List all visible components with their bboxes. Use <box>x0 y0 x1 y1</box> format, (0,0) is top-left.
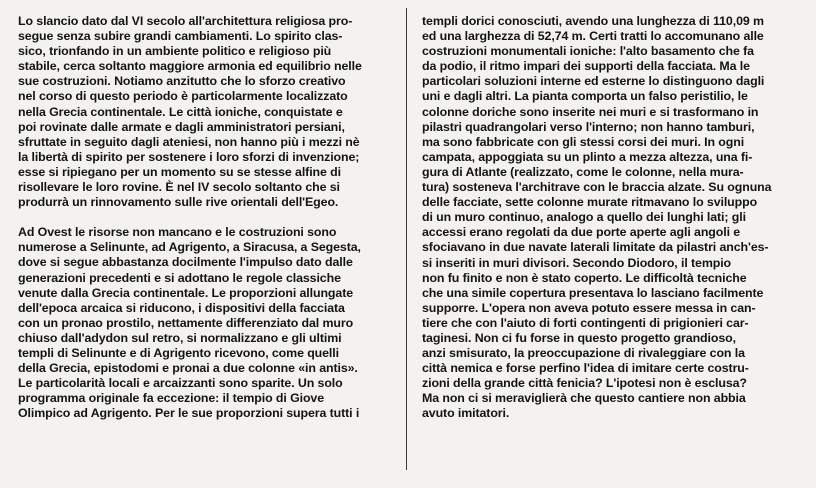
text-line: dove si segue abbastanza docilmente l'impulso dato dalle <box>18 255 353 270</box>
text-line: della Grecia, epistodomi e pronai a due colonne «in antis». <box>18 361 358 376</box>
text-line: ma sono fabbricate con gli stessi corsi dei muri. In ogni <box>422 134 745 149</box>
text-line: sfociavano in due navate laterali limitate da pilastri anch'es- <box>422 240 769 255</box>
text-line: poi rovinate dalle armate e dagli amministratori persiani, <box>18 119 345 134</box>
text-line: sue costruzioni. Notiamo anzitutto che lo sforzo creativo <box>18 74 346 89</box>
text-line: anzi smisurato, la preoccupazione di rivaleggiare con la <box>422 346 745 361</box>
text-line: sfruttate in seguito dagli ateniesi, non hanno più i mezzi nè <box>18 134 360 149</box>
text-line: Ma non ci si meraviglierà che questo cantiere non abbia <box>422 391 746 406</box>
text-line: tura) sosteneva l'architrave con le braccia alzate. Su ognuna <box>422 180 772 195</box>
text-line: gura di Atlante (realizzato, come le colonne, nella mura- <box>422 164 744 179</box>
text-line: delle facciate, sette colonne murate ritmavano lo sviluppo <box>422 195 758 210</box>
text-line: programma originale fa eccezione: il tempio di Giove <box>18 391 325 406</box>
text-line: zioni della grande città fenicia? L'ipotesi non è esclusa? <box>422 376 747 391</box>
text-line: costruzioni monumentali ioniche: l'alto basamento che fa <box>422 44 754 59</box>
text-line: città nemica e forse perfino l'idea di imitare certe costru- <box>422 361 749 376</box>
column-divider <box>406 8 407 470</box>
left-text-column <box>18 14 390 421</box>
text-line: supporre. L'opera non aveva potuto essere messa in can- <box>422 300 756 315</box>
text-line: nel corso di questo periodo è particolarmente localizzato <box>18 89 348 104</box>
text-line: venute dalla Grecia continentale. Le proporzioni allungate <box>18 285 354 300</box>
text-line: non fu finito e non è stato coperto. Le difficoltà tecniche <box>422 270 747 285</box>
text-line: accessi erano regolati da due porte aperte agli angoli e <box>422 225 741 240</box>
text-line: di un muro continuo, analogo a quello dei lunghi lati; gli <box>422 210 746 225</box>
text-line: Olimpico ad Agrigento. Per le sue proporzioni supera tutti i <box>18 406 360 421</box>
text-line: che una simile copertura presentava lo lasciano facilmente <box>422 285 764 300</box>
text-line: templi dorici conosciuti, avendo una lunghezza di 110,09 m <box>422 14 764 28</box>
text-line: esse si ripiegano per un momento su se stesse alfine di <box>18 164 341 179</box>
text-line: avuto imitatori. <box>422 406 510 421</box>
left-paragraph-1 <box>18 14 390 210</box>
text-line: nella Grecia continentale. Le città ioniche, conquistate e <box>18 104 343 119</box>
text-line: con un pronao prostilo, nettamente differenziato dal muro <box>18 315 354 330</box>
text-line: tiere che con l'aiuto di forti contingenti di prigionieri car- <box>422 315 749 330</box>
text-line: da podio, il ritmo impari dei supporti della facciata. Ma le <box>422 59 750 74</box>
text-line: Lo slancio dato dal VI secolo all'architettura religiosa pro- <box>18 14 353 28</box>
text-line: risollevare le loro rovine. È nel IV secolo soltanto che si <box>18 180 340 195</box>
text-line: particolari soluzioni interne ed esterne lo distinguono dagli <box>422 74 765 89</box>
text-line: numerose a Selinunte, ad Agrigento, a Siracusa, a Segesta, <box>18 240 361 255</box>
paragraph-gap <box>18 210 390 225</box>
text-line: ed una larghezza di 52,74 m. Certi tratti lo accomunano alle <box>422 29 764 44</box>
text-line: campata, appoggiata su un plinto a mezza altezza, una fi- <box>422 149 753 164</box>
text-line: si inseriti in muri divisori. Secondo Diodoro, il tempio <box>422 255 732 270</box>
text-line: colonne doriche sono inserite nei muri e si trasformano in <box>422 104 759 119</box>
text-line: sico, trionfando in un ambiente politico e religioso più <box>18 44 332 59</box>
left-paragraph-2 <box>18 225 390 421</box>
right-paragraph <box>422 14 796 422</box>
text-line: stabile, cerca soltanto maggiore armonia ed equilibrio nelle <box>18 59 362 74</box>
text-line: segue senza subire grandi cambiamenti. Lo spirito clas- <box>18 29 343 44</box>
text-line: dell'epoca arcaica si riducono, i dispositivi della facciata <box>18 300 345 315</box>
text-line: chiuso dall'adydon sul retro, si normalizzano e gli ultimi <box>18 330 342 345</box>
text-line: Ad Ovest le risorse non mancano e le costruzioni sono <box>18 225 337 240</box>
text-line: produrrà un rinnovamento sulle rive orientali dell'Egeo. <box>18 195 339 210</box>
text-line: taginesi. Non ci fu forse in questo progetto grandioso, <box>422 330 736 345</box>
text-line: Le particolarità locali e arcaizzanti sono sparite. Un solo <box>18 376 343 391</box>
right-text-column <box>422 14 796 422</box>
text-line: uni e dagli altri. La pianta comporta un falso peristilio, le <box>422 89 748 104</box>
text-line: templi di Selinunte e di Agrigento ricevono, come quelli <box>18 345 339 360</box>
text-line: generazioni precedenti e si adottano le regole classiche <box>18 270 341 285</box>
text-line: la libertà di spirito per sostenere i loro sforzi di invenzione; <box>18 149 360 164</box>
text-line: pilastri quadrangolari verso l'interno; non hanno tamburi, <box>422 119 755 134</box>
